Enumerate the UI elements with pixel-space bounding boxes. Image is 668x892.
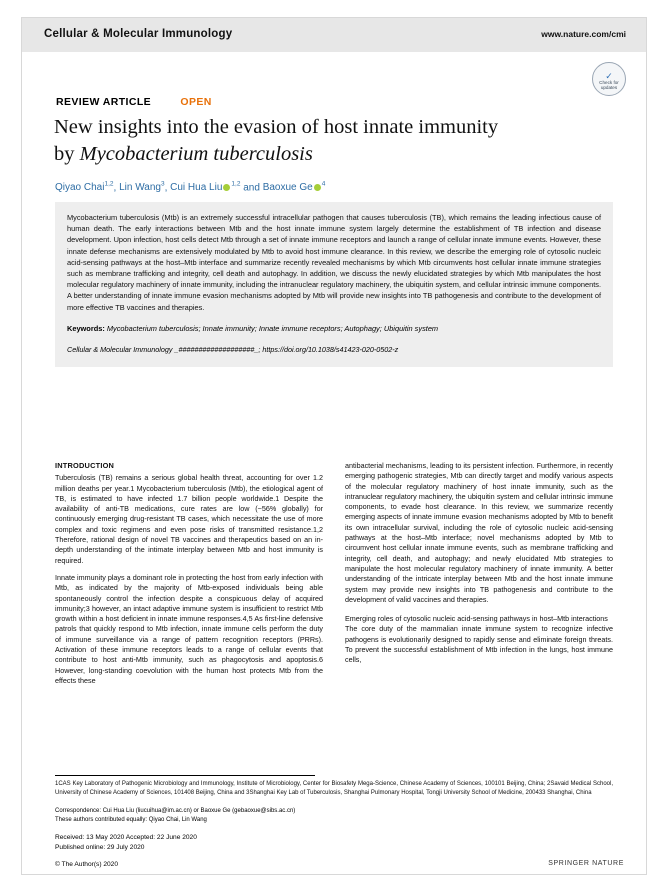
author-3[interactable]: Cui Hua Liu $^{1,2}$ (170, 181, 241, 194)
author-4[interactable]: Baoxue Ge $^4$ (262, 181, 326, 194)
correspondence[interactable]: Correspondence: Cui Hua Liu (liucuihua@im.ac.cn) or Baoxue Ge (gebaoxue@sibs.ac.cn) (55, 808, 296, 814)
orcid-icon[interactable] (314, 184, 321, 191)
journal-title: Cellular & Molecular Immunology (44, 28, 233, 40)
article-sheet (22, 18, 646, 874)
affiliations: 1CAS Key Laboratory of Pathogenic Microbiology and Immunology, Institute of Microbiology, Center for Biosafety Mega-Science, Chinese Academy of Sciences, 100101 Beijing, China; 2Savaid Medical School, University of Chinese Academy of Sciences, 101408 Beijing, China and 3Shanghai Key Lab of Tuberculosis, Shanghai Pulmonary Hospital, Tongji University School of Medicine, 200433 Shanghai, China (55, 781, 613, 796)
author-2: Lin Wang$^3$ (119, 181, 165, 194)
equal-contributions: These authors contributed equally: Qiyao Chai, Lin Wang (55, 817, 207, 823)
abstract-box (55, 202, 613, 367)
body-column-right (345, 461, 613, 666)
received-accepted: Received: 13 May 2020 Accepted: 22 June 2020 (55, 834, 197, 841)
paragraph: Innate immunity plays a dominant role in protecting the host from early infection with Mtb, as indicated by the majority of Mtb-exposed individuals being able spontaneously control the infection despite a conspicuous delay of acquired immunity;3 however, an intact adaptive immune system is insufficient to restrict Mtb growth within a host deficient in innate immune responses.4,5 As first-line defensive patrols that quickly respond to Mtb infection, innate immune cells perform the duty of immune surveillance via a range of pattern recognition receptors (PRRs). Activation of these immune receptors leads to a range of cellular events that contribute to host anti-Mtb immunity, such as phagocytosis and apoptosis.6 However, long-standing coevolution with the human host protects Mtb from the effects these (55, 572, 323, 685)
article-body (55, 461, 613, 771)
title-line-2-italic: Mycobacterium tuberculosis (79, 143, 313, 165)
body-column-left (55, 461, 323, 686)
open-access-badge: OPEN (180, 96, 212, 108)
journal-header-band (22, 18, 646, 52)
crossmark-icon: ✓ (605, 71, 613, 81)
footnote-divider (55, 775, 315, 776)
abstract-text: Mycobacterium tuberculosis (Mtb) is an extremely successful intracellular pathogen that causes tuberculosis (TB), which remains the leading infectious cause of human death. The early interactions between Mtb and the host innate immune system largely determine the establishment of TB infection and disease development. Upon infection, host cells detect Mtb through a set of innate immune receptors and launch a range of cellular innate immune events. However, these innate defense mechanisms are extensively modulated by Mtb to avoid host immune clearance. In this review, we describe the emerging role of cytosolic nucleic acid-sensing pathways at the host–Mtb interface and summarize recently revealed mechanisms by which Mtb circumvents host cellular innate immune strategies such as membrane trafficking and integrity, cell death and autophagy. In addition, we discuss the newly elucidated strategies by which Mtb manipulates the host molecular regulatory machinery of innate immunity, including the intranuclear regulatory machinery, the ubiquitin system, and cellular intrinsic immune components. A better understanding of innate immune evasion mechanisms adopted by Mtb will provide new insights into TB pathogenesis and contribute to the development of more effective TB vaccines and therapies. (67, 213, 601, 312)
paragraph: Tuberculosis (TB) remains a serious global health threat, accounting for over 1.2 million deaths per year.1 Mycobacterium tuberculosis (Mtb), the etiological agent of TB, is estimated to have infected 1.7 billion people worldwide.1 Despite the availability of anti-TB medications, cure rates are low (~56% globally) for continuously emerging drug-resistant TB cases, which necessitate the use of more complex and toxic regimens and even pose risks of transmitted resistance.1,2 Therefore, rational design of novel TB vaccines and therapeutics based on an in-depth understanding of the intimate interplay between Mtb and host immunity is required. (55, 473, 323, 565)
journal-url: www.nature.com/cmi (541, 29, 626, 39)
page-title (54, 114, 614, 168)
article-dates (55, 833, 355, 852)
keywords-value: Mycobacterium tuberculosis; Innate immunity; Innate immune receptors; Autophagy; Ubiquitin system (106, 323, 439, 333)
crossmark-label: Check for updates (599, 80, 619, 91)
author-list: Qiyao Chai$^{1,2}$, Lin Wang$^3$, Cui Hua Liu $^{1,2}$ and Baoxue Ge $^4$ (55, 181, 326, 194)
keywords-line (67, 323, 601, 334)
article-type: REVIEW ARTICLE (56, 96, 152, 108)
publisher-logo: SPRINGER NATURE (548, 860, 624, 867)
published-online: Published online: 29 July 2020 (55, 843, 145, 851)
title-line-2-prefix: by (54, 143, 80, 165)
paragraph: The core duty of the mammalian innate immune system to recognize infective pathogens is evolutionarily designed to rapidly sense and eliminate foreign threats. To prevent the successful establishment of Mtb infection in the lungs, host immune cells, (345, 624, 613, 665)
section-heading-introduction: INTRODUCTION (55, 461, 115, 470)
copyright: © The Author(s) 2020 (55, 861, 119, 868)
author-1: Qiyao Chai$^{1,2}$ (55, 181, 114, 194)
title-line-1: New insights into the evasion of host innate immunity (54, 116, 499, 138)
citation-line: Cellular & Molecular Immunology _###################_; https://doi.org/10.1038/s41423-020-0502-z (67, 344, 399, 354)
crossmark-badge[interactable] (592, 62, 626, 96)
orcid-icon[interactable] (223, 184, 230, 191)
subsection-heading: Emerging roles of cytosolic nucleic acid-sensing pathways in host–Mtb interactions (345, 614, 608, 624)
keywords-label: Keywords: (67, 323, 105, 333)
article-type-line (56, 96, 212, 108)
paragraph: antibacterial mechanisms, leading to its persistent infection. Furthermore, in recently emerging pathogenic strategies, Mtb can directly target and modify various aspects of the molecular regulatory machinery of host innate immunity, such as the intranuclear regulatory machinery, the ubiquitin system and cellular intrinsic immune components, to evade host clearance. In this review, we summarize recently emerging aspects of innate immune evasion mechanisms adopted by Mtb to benefit its own intracellular survival, including the role of cytosolic nucleic acid-sensing pathways at the host–Mtb interface; novel mechanisms adopted by Mtb to circumvent host cellular innate immune events, such as membrane trafficking and integrity, cell death, and autophagy; and newly elucidated Mtb strategies to manipulate the host molecular regulatory machinery of innate immunity. A better understanding of the intricate interplay between Mtb and the host innate immune system may provide new insights into TB pathogenesis and contribute to the development of valid vaccines and therapies. (345, 461, 613, 604)
